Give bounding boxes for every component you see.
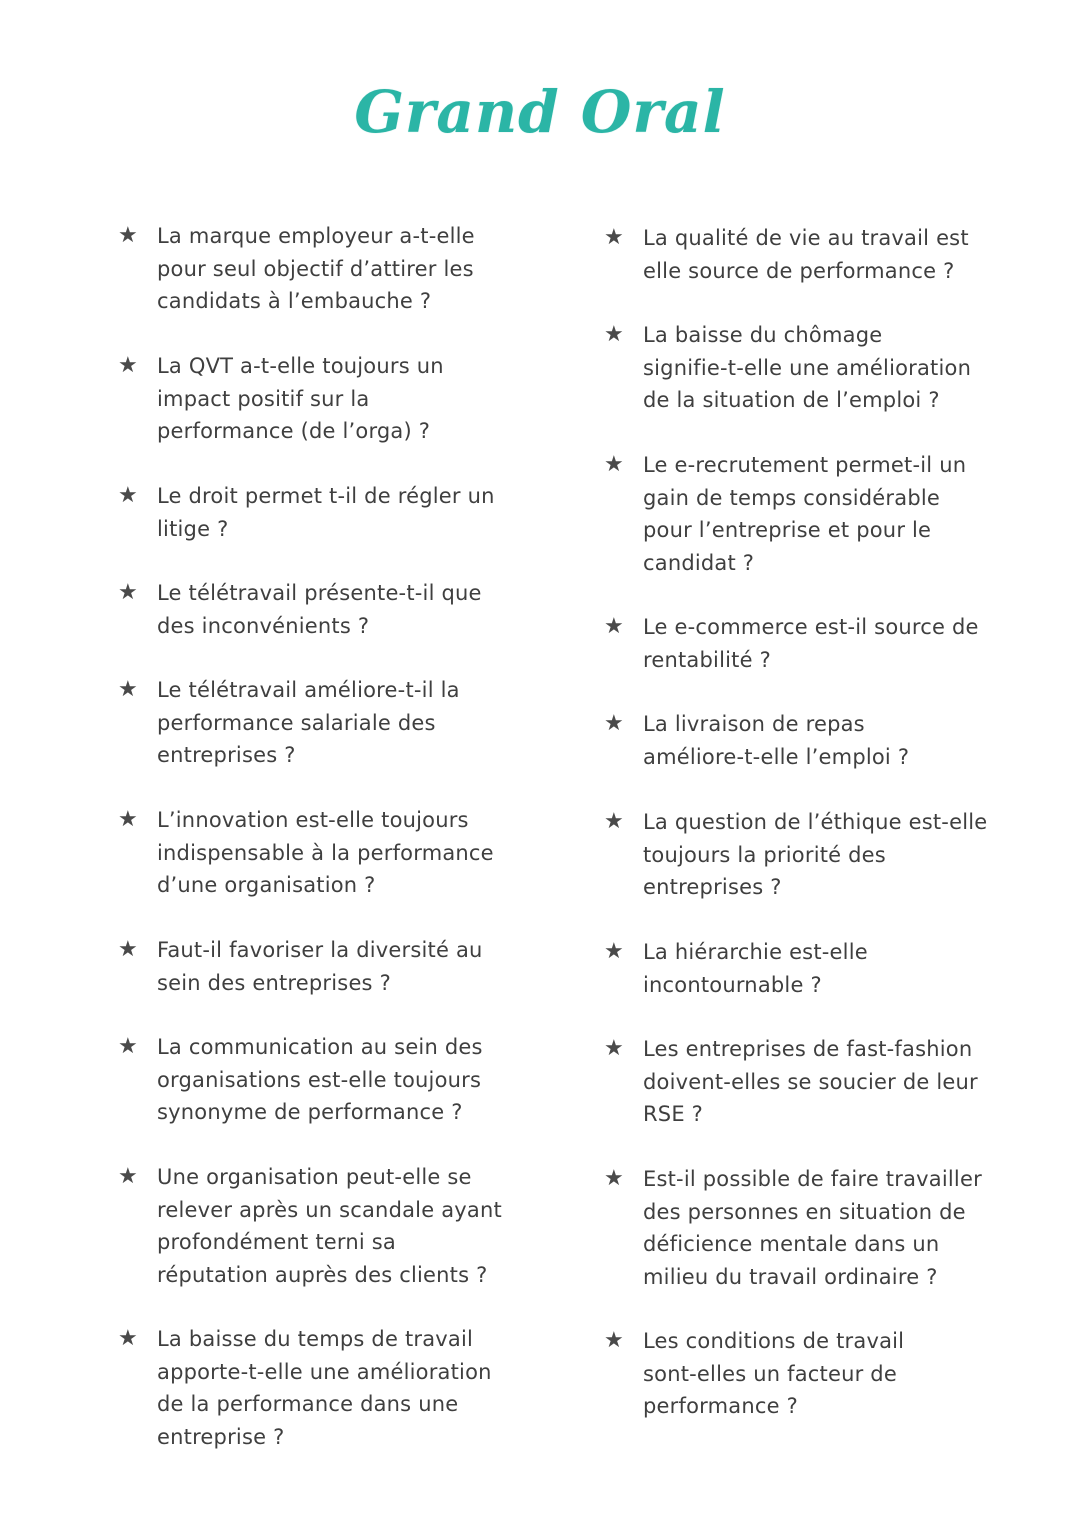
star-bullet-icon: ★ — [118, 677, 138, 702]
question-text: Le télétravail présente-t-il que des inconvénients ? — [157, 581, 482, 638]
question-text: Le e-recrutement permet-il un gain de temps considérable pour l’entreprise et pour le candidat ? — [643, 453, 967, 575]
question-text: Est-il possible de faire travailler des personnes en situation de déficience mentale dans un milieu du travail ordinaire ? — [643, 1167, 982, 1289]
question-text: La qualité de vie au travail est elle source de performance ? — [643, 226, 969, 283]
star-bullet-icon: ★ — [118, 937, 138, 962]
question-item — [604, 319, 1004, 417]
star-bullet-icon: ★ — [604, 939, 624, 964]
star-bullet-icon: ★ — [118, 483, 138, 508]
question-text: Une organisation peut-elle se relever après un scandale ayant profondément terni sa réputation auprès des clients ? — [157, 1165, 502, 1287]
question-text: Les entreprises de fast-fashion doivent-elles se soucier de leur RSE ? — [643, 1037, 978, 1126]
question-text: Le droit permet t-il de régler un litige ? — [157, 484, 495, 541]
star-bullet-icon: ★ — [118, 353, 138, 378]
star-bullet-icon: ★ — [118, 1034, 138, 1059]
question-text: Faut-il favoriser la diversité au sein des entreprises ? — [157, 938, 483, 995]
star-bullet-icon: ★ — [118, 807, 138, 832]
question-item — [604, 806, 1004, 904]
question-text: La QVT a-t-elle toujours un impact positif sur la performance (de l’orga) ? — [157, 354, 444, 443]
question-item — [604, 222, 1004, 287]
question-item — [604, 708, 1004, 773]
question-text: La communication au sein des organisations est-elle toujours synonyme de performance ? — [157, 1035, 483, 1124]
question-text: Le e-commerce est-il source de rentabilité ? — [643, 615, 979, 672]
question-item — [604, 1163, 1004, 1293]
question-item — [118, 1323, 518, 1453]
question-item — [604, 936, 1004, 1001]
question-text: La baisse du temps de travail apporte-t-elle une amélioration de la performance dans une entreprise ? — [157, 1327, 492, 1449]
question-item — [118, 1161, 518, 1291]
question-text: La livraison de repas améliore-t-elle l’emploi ? — [643, 712, 910, 769]
question-text: Le télétravail améliore-t-il la performance salariale des entreprises ? — [157, 678, 460, 767]
question-item — [604, 1325, 1004, 1423]
star-bullet-icon: ★ — [604, 1036, 624, 1061]
question-text: La hiérarchie est-elle incontournable ? — [643, 940, 868, 997]
question-item — [118, 934, 518, 999]
question-item — [118, 1031, 518, 1129]
star-bullet-icon: ★ — [604, 1166, 624, 1191]
page-title: Grand Oral — [354, 78, 726, 146]
question-text: L’innovation est-elle toujours indispensable à la performance d’une organisation ? — [157, 808, 494, 897]
star-bullet-icon: ★ — [118, 1326, 138, 1351]
star-bullet-icon: ★ — [118, 223, 138, 248]
star-bullet-icon: ★ — [604, 614, 624, 639]
question-item — [118, 577, 518, 642]
question-item — [604, 449, 1004, 579]
star-bullet-icon: ★ — [604, 809, 624, 834]
question-item — [604, 611, 1004, 676]
question-item — [118, 350, 518, 448]
question-item — [118, 804, 518, 902]
star-bullet-icon: ★ — [604, 225, 624, 250]
question-item — [604, 1033, 1004, 1131]
star-bullet-icon: ★ — [118, 1164, 138, 1189]
star-bullet-icon: ★ — [604, 452, 624, 477]
question-item — [118, 480, 518, 545]
star-bullet-icon: ★ — [604, 322, 624, 347]
question-text: La marque employeur a-t-elle pour seul objectif d’attirer les candidats à l’embauche ? — [157, 224, 475, 313]
question-item — [118, 674, 518, 772]
star-bullet-icon: ★ — [604, 1328, 624, 1353]
question-text: La question de l’éthique est-elle toujours la priorité des entreprises ? — [643, 810, 988, 899]
star-bullet-icon: ★ — [604, 711, 624, 736]
question-text: La baisse du chômage signifie-t-elle une amélioration de la situation de l’emploi ? — [643, 323, 972, 412]
question-item — [118, 220, 518, 318]
question-text: Les conditions de travail sont-elles un facteur de performance ? — [643, 1329, 905, 1418]
star-bullet-icon: ★ — [118, 580, 138, 605]
